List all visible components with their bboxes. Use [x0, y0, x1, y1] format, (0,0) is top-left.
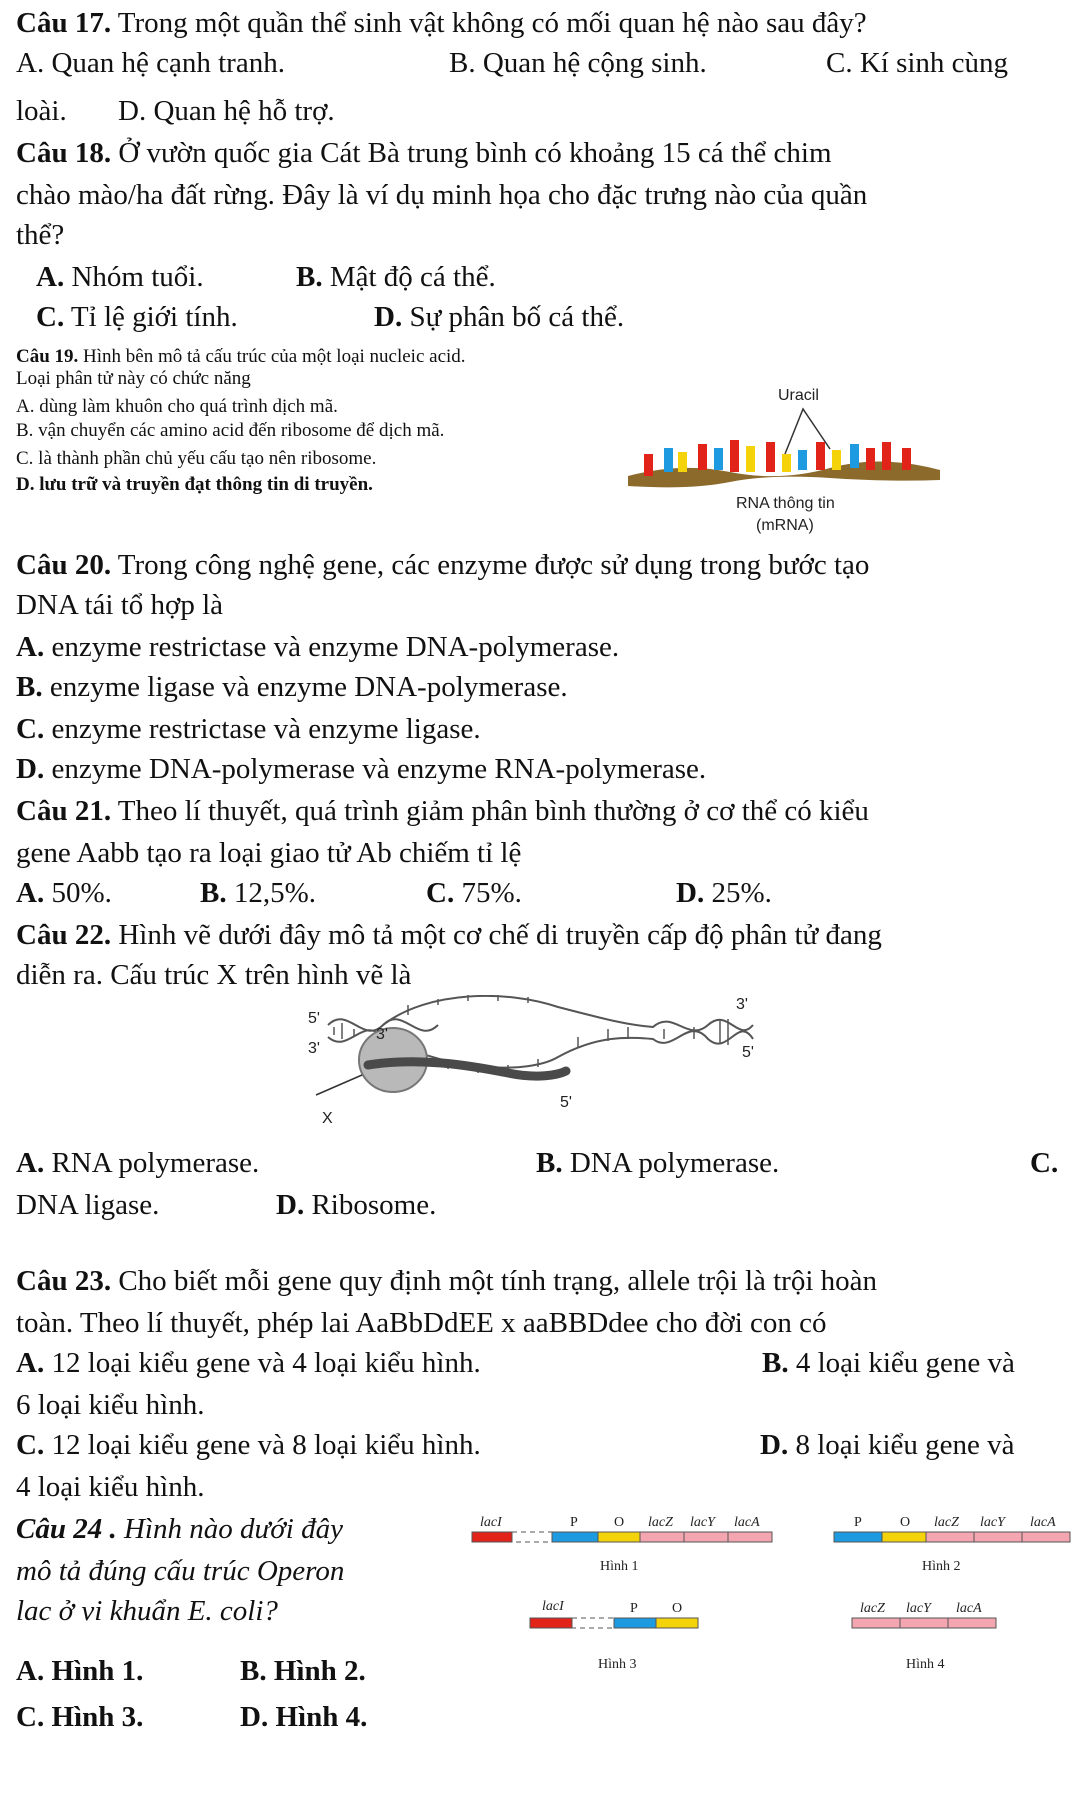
h1-o-label: O — [614, 1515, 625, 1530]
q17-option-a: A. Quan hệ cạnh tranh. — [16, 47, 285, 79]
q19-option-d: D. lưu trữ và truyền đạt thông tin di truyền. — [16, 474, 373, 495]
h1-p-label: P — [570, 1515, 578, 1530]
q21-stem-line1: Câu 21. Theo lí thuyết, quá trình giảm phân bình thường ở cơ thể có kiểu — [16, 795, 869, 827]
operon-hinh-3 — [530, 1599, 698, 1672]
h3-o-label: O — [672, 1601, 683, 1616]
q19-stem-line2: Loại phân tử này có chức năng — [16, 368, 251, 389]
q19-option-c: C. là thành phần chủ yếu cấu tạo nên ribosome. — [16, 448, 377, 469]
h1-laci-label: lacI — [480, 1515, 502, 1530]
q21-option-a: A. 50%. — [16, 877, 112, 909]
q17-options-row1 — [16, 46, 1009, 80]
q17-option-b: B. Quan hệ cộng sinh. — [449, 47, 707, 79]
h1-lacy-label: lacY — [690, 1515, 715, 1530]
q24-option-b: B. Hình 2. — [240, 1655, 366, 1687]
q22-option-d: D. Ribosome. — [276, 1189, 437, 1221]
q19-stem-line1: Câu 19. Hình bên mô tả cấu trúc của một loại nucleic acid. — [16, 346, 466, 367]
q20-option-b: B. enzyme ligase và enzyme DNA-polymerase. — [16, 671, 568, 703]
q22-option-a: A. RNA polymerase. — [16, 1147, 260, 1179]
q23-option-b: B. 4 loại kiểu gene và — [762, 1347, 1015, 1379]
q21-option-c: C. 75%. — [426, 877, 522, 909]
h2-laca-label: lacA — [1030, 1515, 1056, 1530]
q22-stem-line1: Câu 22. Hình vẽ dưới đây mô tả một cơ chế di truyền cấp độ phân tử đang — [16, 919, 882, 951]
h3-gap — [572, 1618, 614, 1628]
q21-stem-line2: gene Aabb tạo ra loại giao tử Ab chiếm tỉ lệ — [16, 837, 522, 869]
q18-option-c: C. Tỉ lệ giới tính. — [36, 301, 238, 333]
mrna-label-1: RNA thông tin — [736, 495, 835, 512]
h2-lacz-label: lacZ — [934, 1515, 959, 1530]
q22-option-b: B. DNA polymerase. — [536, 1147, 780, 1179]
transcription-figure — [308, 995, 768, 1135]
h3-promoter — [614, 1618, 656, 1628]
h4-lacy-label: lacY — [906, 1601, 931, 1616]
q24-option-a: A. Hình 1. — [16, 1655, 144, 1687]
label-5prime-right: 5' — [742, 1044, 754, 1061]
q21-option-d: D. 25%. — [676, 877, 772, 909]
q22-option-c-text: DNA ligase. — [16, 1189, 160, 1221]
h3-operator — [656, 1618, 698, 1628]
q17-stem: Câu 17. Trong một quần thể sinh vật không có mối quan hệ nào sau đây? — [16, 7, 867, 39]
mrna-label-2: (mRNA) — [756, 517, 814, 534]
h3-laci-gene — [530, 1618, 572, 1628]
q20-option-d: D. enzyme DNA-polymerase và enzyme RNA-polymerase. — [16, 753, 707, 785]
h4-lacz-label: lacZ — [860, 1601, 885, 1616]
operon-hinh-1 — [472, 1515, 772, 1574]
q20-option-c: C. enzyme restrictase và enzyme ligase. — [16, 713, 481, 745]
q23-option-d: D. 8 loại kiểu gene và — [760, 1429, 1015, 1461]
h3-caption: Hình 3 — [598, 1657, 637, 1672]
q24-option-d: D. Hình 4. — [240, 1701, 368, 1733]
q24-option-c: C. Hình 3. — [16, 1701, 144, 1733]
h4-caption: Hình 4 — [906, 1657, 945, 1672]
label-5prime-left: 5' — [308, 1010, 320, 1027]
q22-option-c: C. — [1030, 1147, 1059, 1179]
h2-p-label: P — [854, 1515, 862, 1530]
h1-laci-gene — [472, 1532, 512, 1542]
q18-stem-line1: Câu 18. Ở vườn quốc gia Cát Bà trung bình có khoảng 15 cá thể chim — [16, 137, 832, 169]
label-3prime-left: 3' — [308, 1040, 320, 1057]
operon-hinh-2 — [834, 1515, 1070, 1574]
h2-operator — [882, 1532, 926, 1542]
label-x: X — [322, 1110, 333, 1127]
q23-stem-line2: toàn. Theo lí thuyết, phép lai AaBbDdEE x aaBBDdee cho đời con có — [16, 1307, 827, 1339]
q23-option-c: C. 12 loại kiểu gene và 8 loại kiểu hình. — [16, 1429, 481, 1461]
q18-stem-line2: chào mào/ha đất rừng. Đây là ví dụ minh họa cho đặc trưng nào của quần — [16, 179, 868, 211]
h4-lacz — [852, 1618, 900, 1628]
q23-option-b-cont: 6 loại kiểu hình. — [16, 1389, 205, 1421]
h2-laca — [1022, 1532, 1070, 1542]
q24-stem-line2: mô tả đúng cấu trúc Operon — [16, 1555, 345, 1587]
h3-laci-label: lacI — [542, 1599, 564, 1614]
h1-laca-label: lacA — [734, 1515, 760, 1530]
h2-promoter — [834, 1532, 882, 1542]
h1-caption: Hình 1 — [600, 1559, 639, 1574]
h1-promoter — [552, 1532, 598, 1542]
q21-option-b: B. 12,5%. — [200, 877, 317, 909]
mrna-figure — [620, 338, 950, 540]
h3-p-label: P — [630, 1601, 638, 1616]
q17-options-row2: loài. D. Quan hệ hỗ trợ. — [16, 95, 335, 127]
h2-o-label: O — [900, 1515, 911, 1530]
label-5prime-rna: 5' — [560, 1094, 572, 1111]
q23-stem-line1: Câu 23. Cho biết mỗi gene quy định một tính trạng, allele trội là trội hoàn — [16, 1265, 878, 1297]
label-3prime-mid: 3' — [376, 1026, 388, 1043]
h4-lacy — [900, 1618, 948, 1628]
h1-lacz-label: lacZ — [648, 1515, 673, 1530]
h1-operator — [598, 1532, 640, 1542]
h2-lacy-label: lacY — [980, 1515, 1005, 1530]
q18-option-a: A. Nhóm tuổi. — [36, 261, 204, 293]
q20-option-a: A. enzyme restrictase và enzyme DNA-polymerase. — [16, 631, 620, 663]
q20-stem-line2: DNA tái tổ hợp là — [16, 589, 224, 621]
h1-lacz — [640, 1532, 684, 1542]
h2-caption: Hình 2 — [922, 1559, 961, 1574]
label-3prime-right: 3' — [736, 996, 748, 1013]
h4-laca-label: lacA — [956, 1601, 982, 1616]
q20-stem-line1: Câu 20. Trong công nghệ gene, các enzyme được sử dụng trong bước tạo — [16, 549, 870, 581]
uracil-label: Uracil — [778, 387, 819, 404]
h2-lacz — [926, 1532, 974, 1542]
q19-option-b: B. vận chuyển các amino acid đến ribosome để dịch mã. — [16, 420, 445, 441]
h2-lacy — [974, 1532, 1022, 1542]
h1-lacy — [684, 1532, 728, 1542]
q23-option-d-cont: 4 loại kiểu hình. — [16, 1471, 205, 1503]
q23-option-a: A. 12 loại kiểu gene và 4 loại kiểu hình. — [16, 1347, 481, 1379]
h4-laca — [948, 1618, 996, 1628]
q22-stem-line2: diễn ra. Cấu trúc X trên hình vẽ là — [16, 959, 412, 991]
h1-gap — [512, 1532, 552, 1542]
q17-option-c: C. Kí sinh cùng — [826, 47, 1009, 79]
q18-stem-line3: thể? — [16, 219, 65, 251]
q17-option-d: D. Quan hệ hỗ trợ. — [118, 95, 335, 127]
q18-option-d: D. Sự phân bố cá thể. — [374, 301, 625, 333]
x-pointer — [316, 1075, 362, 1095]
q18-option-b: B. Mật độ cá thể. — [296, 261, 496, 293]
q24-stem-line3: lac ở vi khuẩn E. coli? — [16, 1595, 278, 1627]
q19-option-a: A. dùng làm khuôn cho quá trình dịch mã. — [16, 396, 338, 417]
q24-stem-line1: Câu 24 . Hình nào dưới đây — [16, 1513, 343, 1545]
h1-laca — [728, 1532, 772, 1542]
operon-figure — [470, 1508, 1075, 1678]
operon-hinh-4 — [852, 1601, 996, 1672]
